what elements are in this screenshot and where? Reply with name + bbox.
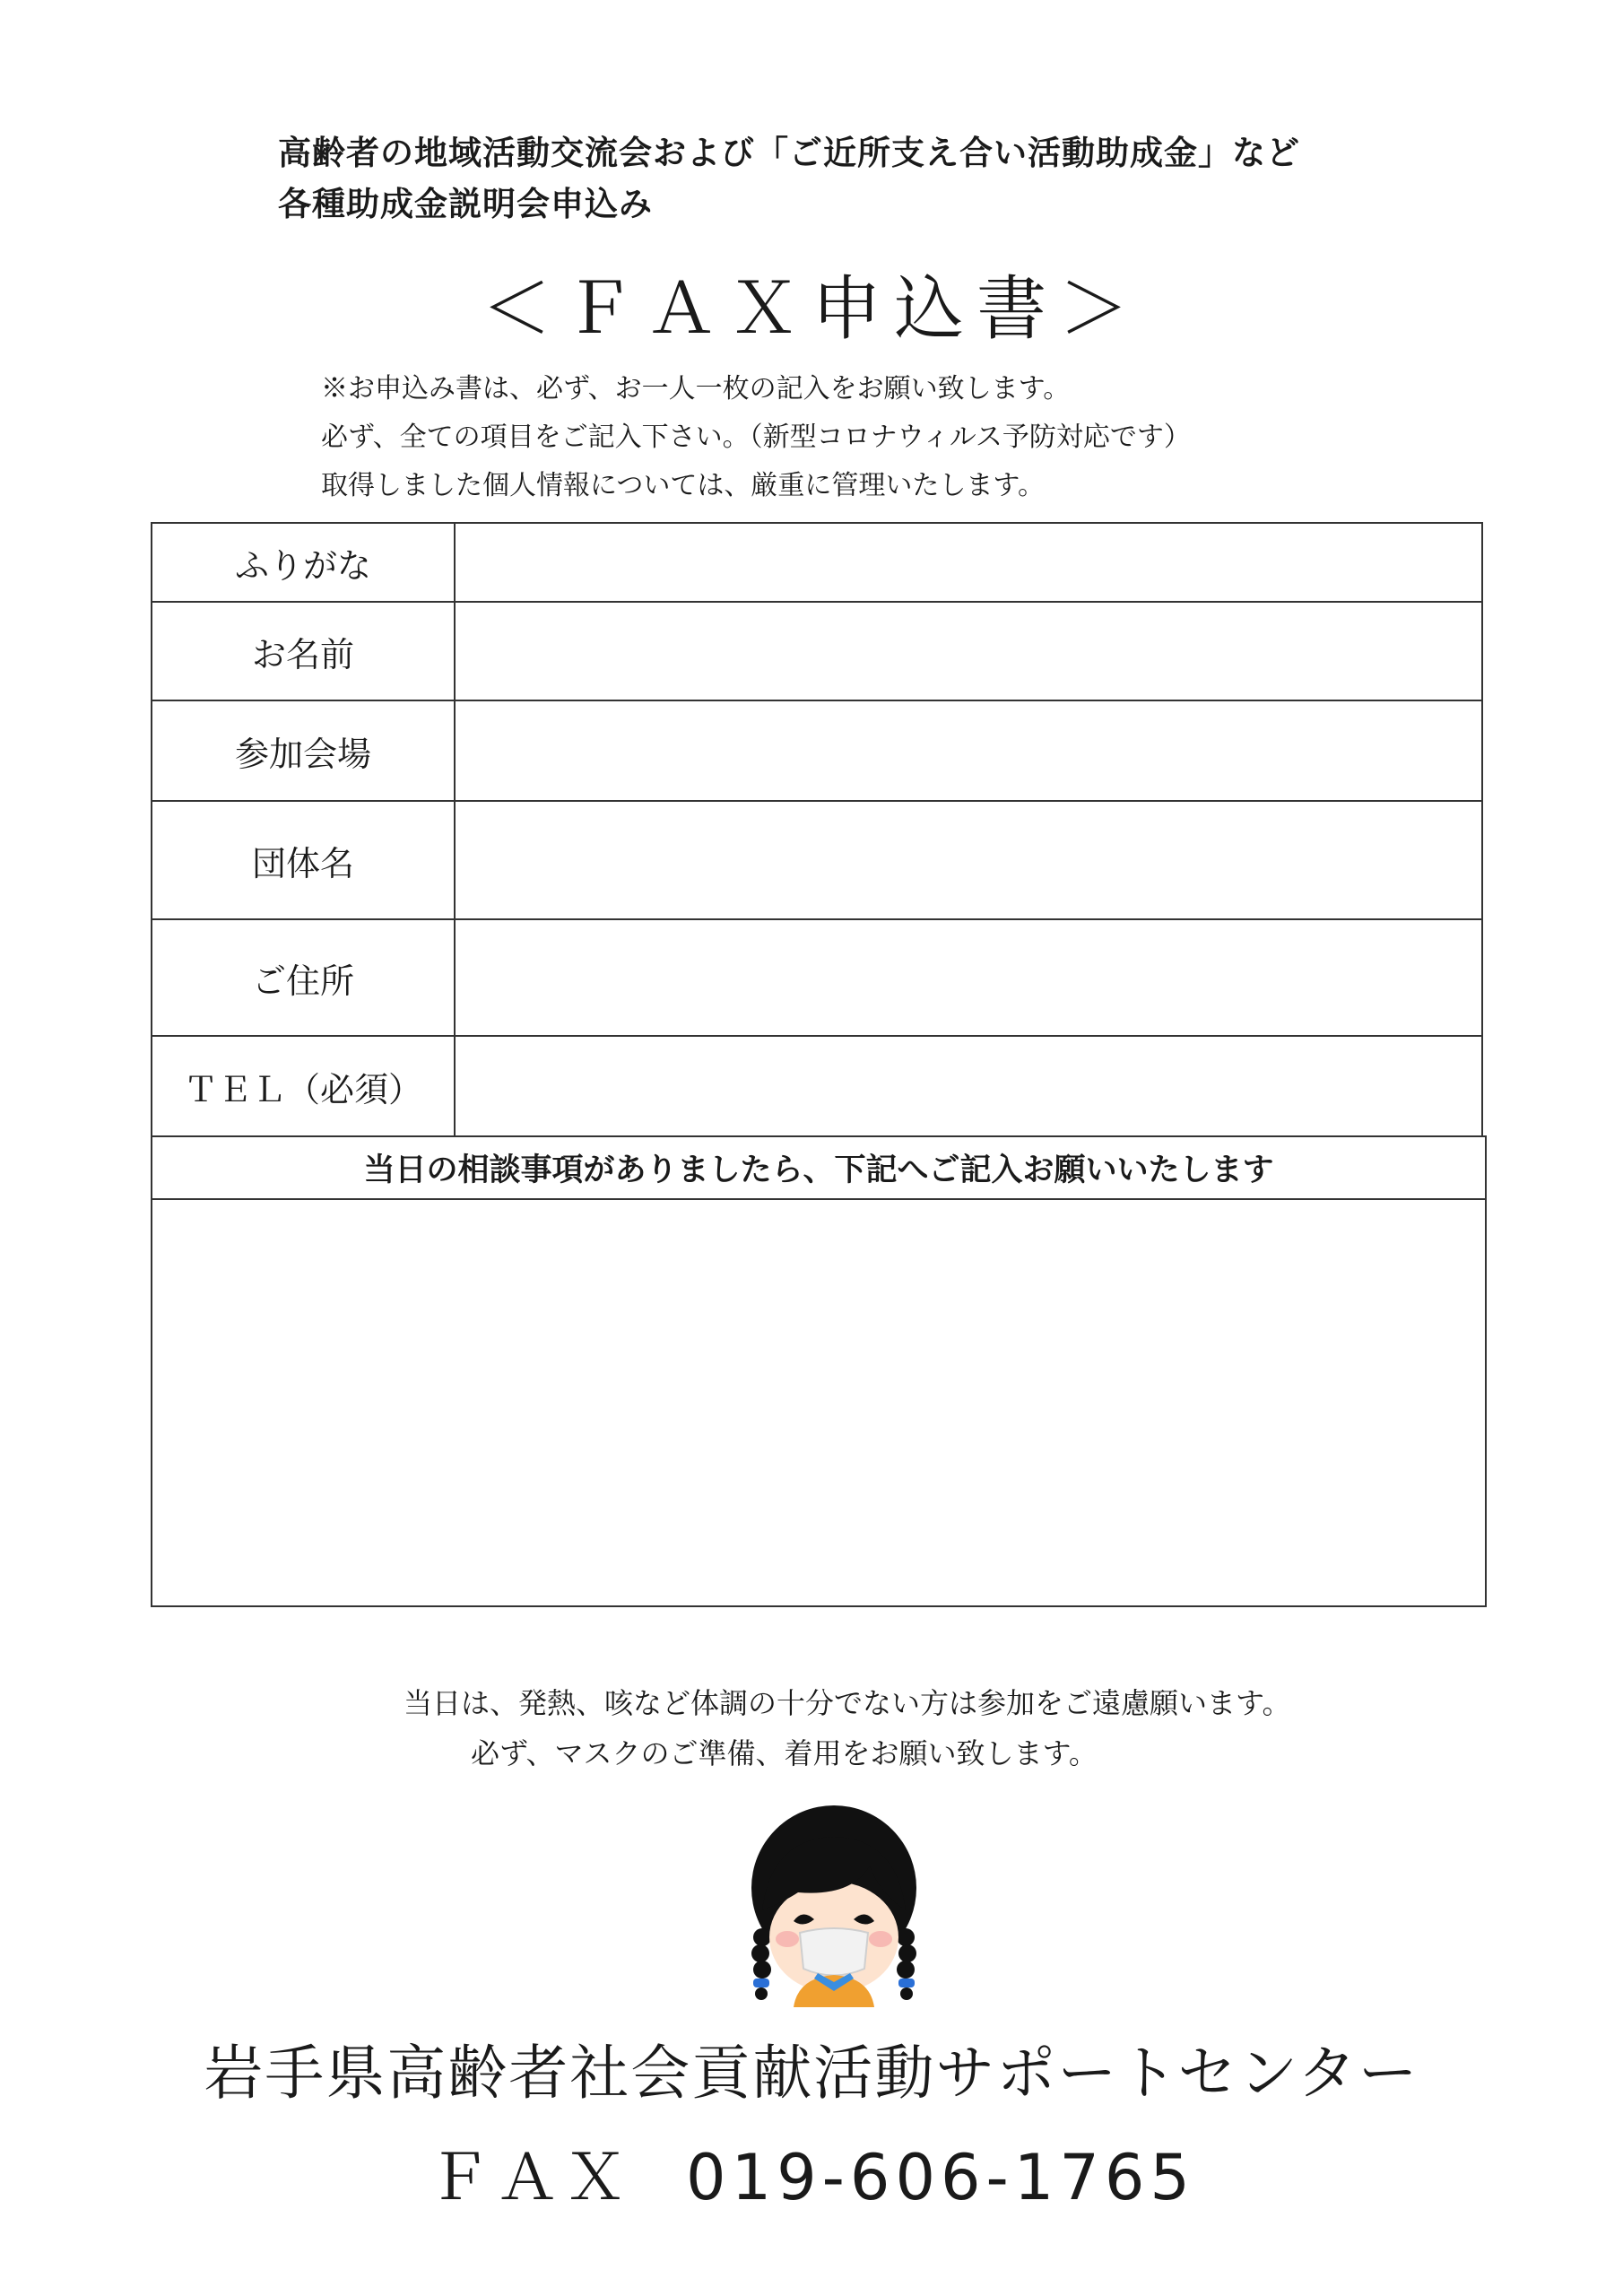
tel-field[interactable] xyxy=(456,1037,1481,1135)
label-venue: 参加会場 xyxy=(152,701,456,800)
form-row-address xyxy=(151,918,1483,1037)
name-field[interactable] xyxy=(456,603,1481,700)
label-furigana: ふりがな xyxy=(152,524,456,601)
right-cheek xyxy=(869,1931,892,1947)
organization-field[interactable] xyxy=(456,802,1481,918)
consultation-header: 当日の相談事項がありましたら、下記へご記入お願いいたします xyxy=(151,1135,1487,1200)
form-row-venue xyxy=(151,700,1483,802)
label-name: お名前 xyxy=(152,603,456,700)
right-braid xyxy=(897,1928,916,2000)
footer-note-1: 当日は、発熱、咳など体調の十分でない方は参加をご遠慮願います。 xyxy=(404,1686,1291,1720)
address-field[interactable] xyxy=(456,920,1481,1035)
page-title: ＜ＦＡＸ申込書＞ xyxy=(481,269,1141,350)
form-row-organization xyxy=(151,800,1483,920)
form-row-furigana xyxy=(151,522,1483,603)
fax-contact xyxy=(0,2127,1623,2218)
note-line-1: ※お申込み書は、必ず、お一人一枚の記入をお願い致します。 xyxy=(321,373,1071,404)
note-line-3: 取得しました個人情報については、厳重に管理いたします。 xyxy=(321,470,1045,501)
footer-note-2: 必ず、マスクのご準備、着用をお願い致します。 xyxy=(471,1736,1098,1770)
form-row-name xyxy=(151,601,1483,701)
masked-girl-illustration xyxy=(744,1803,924,2009)
right-hair-tie xyxy=(898,1979,915,1987)
venue-field[interactable] xyxy=(456,701,1481,800)
header-line-1: 高齢者の地域活動交流会および「ご近所支え合い活動助成金」など xyxy=(278,134,1300,172)
label-tel: ＴＥＬ（必須） xyxy=(152,1037,456,1135)
left-hair-tie xyxy=(753,1979,769,1987)
face-mask xyxy=(800,1928,868,1976)
label-address: ご住所 xyxy=(152,920,456,1035)
label-organization: 団体名 xyxy=(152,802,456,918)
header-line-2: 各種助成金説明会申込み xyxy=(278,185,653,223)
consultation-textarea[interactable] xyxy=(151,1198,1487,1607)
furigana-field[interactable] xyxy=(456,524,1481,601)
organization-name: 岩手県高齢者社会貢献活動サポートセンター xyxy=(204,2039,1419,2108)
form-row-tel xyxy=(151,1035,1483,1137)
fax-number: 019-606-1765 xyxy=(686,2141,1195,2214)
note-line-2: 必ず、全ての項目をご記入下さい。（新型コロナウィルス予防対応です） xyxy=(321,422,1191,453)
left-braid xyxy=(751,1928,771,2000)
left-cheek xyxy=(776,1931,799,1947)
fax-label: ＦＡＸ xyxy=(428,2141,633,2214)
